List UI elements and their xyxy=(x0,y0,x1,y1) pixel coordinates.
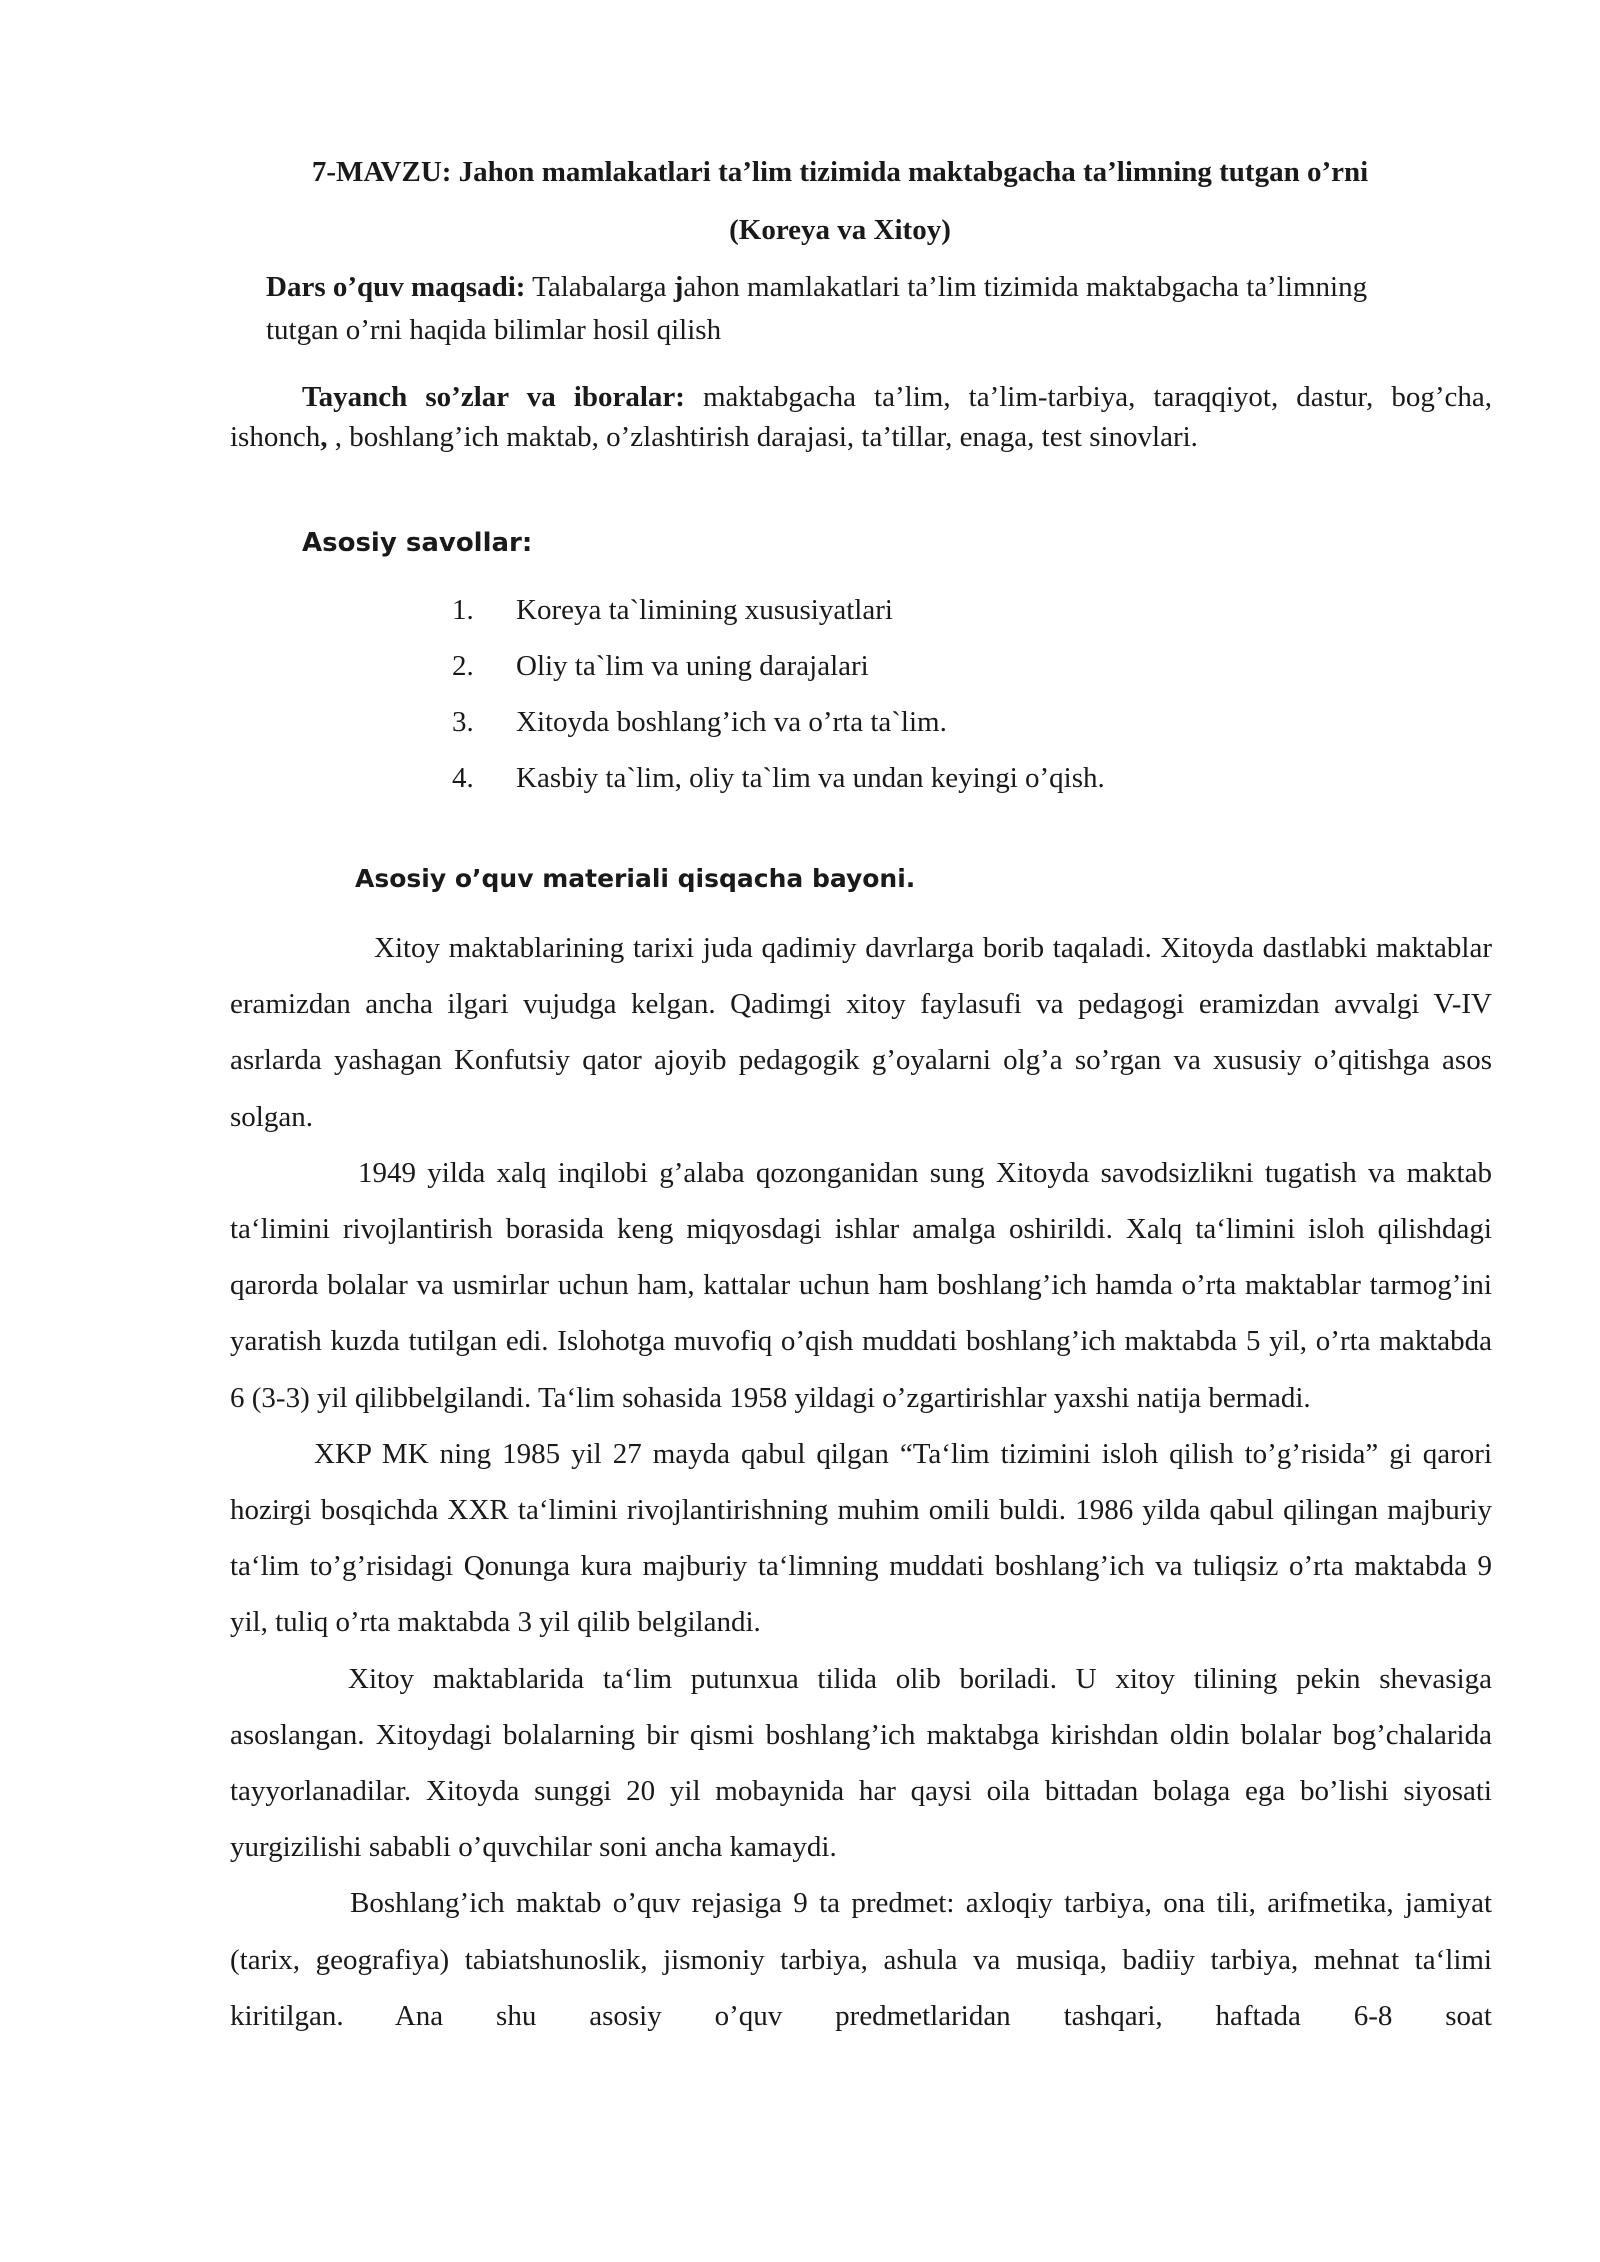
list-item: 2. Oliy ta`lim va uning darajalari xyxy=(452,650,869,682)
keywords-label: Tayanch so’zlar va iboralar: xyxy=(302,381,685,413)
paragraph: XKP MK ning 1985 yil 27 mayda qabul qilgan “Ta‘lim tizimini isloh qilish to’g’risida” gi qarori hozirgi bosqichda XXR ta‘limini rivojlantirishning muhim omili buldi. 1986 yilda qabul qilingan majburiy ta‘lim to’g’risidagi Qonunga kura majburiy ta‘limning muddati boshlang’ich va tuliqsiz o’rta maktabda 9 yil, tuliq o’rta maktabda 3 yil qilib belgilandi. xyxy=(230,1437,1492,1639)
lesson-goal-text: Dars o’quv maqsadi: Talabalarga jahon mamlakatlari ta’lim tizimida maktabgacha ta’limning tutgan o’rni haqida bilimlar hosil qilish xyxy=(266,271,1368,346)
paragraph: 1949 yilda xalq inqilobi g’alaba qozonganidan sung Xitoyda savodsizlikni tugatish va maktab ta‘limini rivojlantirish borasida keng miqyosdagi ishlar amalga oshirildi. Xalq ta‘limini isloh qilishdagi qarorda bolalar va usmirlar uchun ham, kattalar uchun ham boshlang’ich hamda o’rta maktablar tarmog’ini yaratish kuzda tutilgan edi. Islohotga muvofiq o’qish muddati boshlang’ich maktabda 5 yil, o’rta maktabda 6 (3-3) yil qilibbelgilandi. Ta‘lim sohasida 1958 yildagi o’zgartirishlar yaxshi natija bermadi. xyxy=(230,1156,1492,1414)
topic-subtitle: (Koreya va Xitoy) xyxy=(729,214,951,246)
paragraph: Xitoy maktablarida ta‘lim putunxua tilida olib boriladi. U xitoy tilining pekin shevasiga asoslangan. Xitoydagi bolalarning bir qismi boshlang’ich maktabga kirishdan oldin bolalar bog’chalarida tayyorlanadilar. Xitoyda sunggi 20 yil mobaynida har qaysi oila bittadan bolaga ega bo’lishi siyosati yurgizilishi sababli o’quvchilar soni ancha kamaydi. xyxy=(230,1662,1492,1864)
paragraph: Xitoy maktablarining tarixi juda qadimiy davrlarga borib taqaladi. Xitoyda dastlabki maktablar eramizdan ancha ilgari vujudga kelgan. Qadimgi xitoy faylasufi va pedagogi eramizdan avvalgi V-IV asrlarda yashagan Konfutsiy qator ajoyib pedagogik g’oyalarni olg’a so’rgan va xususiy o’qitishga asos solgan. xyxy=(230,932,1492,1133)
paragraph: Boshlang’ich maktab o’quv rejasiga 9 ta predmet: axloqiy tarbiya, ona tili, arifmetika, jamiyat (tarix, geografiya) tabiatshunoslik, jismoniy tarbiya, ashula va musiqa, badiiy tarbiya, mehnat ta‘limi kiritilgan. Ana shu asosiy o’quv predmetlaridan tashqari, haftada 6-8 soat xyxy=(230,1887,1492,2032)
questions-list xyxy=(452,590,1105,814)
topic-title: 7-MAVZU: Jahon mamlakatlari ta’lim tizimida maktabgacha ta’limning tutgan o’rni xyxy=(311,156,1369,188)
lesson-goal xyxy=(230,266,1370,352)
body-text xyxy=(230,920,1492,2044)
keywords-paragraph: Tayanch so’zlar va iboralar: maktabgacha ta’lim, ta’lim-tarbiya, taraqqiyot, dastur, bog’cha, ishonch, , boshlang’ich maktab, o’zlashtirish darajasi, ta’tillar, enaga, test sinovlari. xyxy=(230,381,1493,453)
list-item: 4. Kasbiy ta`lim, oliy ta`lim va undan keyingi o’qish. xyxy=(452,762,1105,794)
list-item: 3. Xitoyda boshlang’ich va o’rta ta`lim. xyxy=(452,706,947,738)
lesson-goal-label: Dars o’quv maqsadi: xyxy=(266,271,526,303)
material-heading: Asosiy o’quv materiali qisqacha bayoni. xyxy=(355,864,916,893)
list-item: 1. Koreya ta`limining xususiyatlari xyxy=(452,594,893,626)
questions-heading: Asosiy savollar: xyxy=(302,528,533,558)
